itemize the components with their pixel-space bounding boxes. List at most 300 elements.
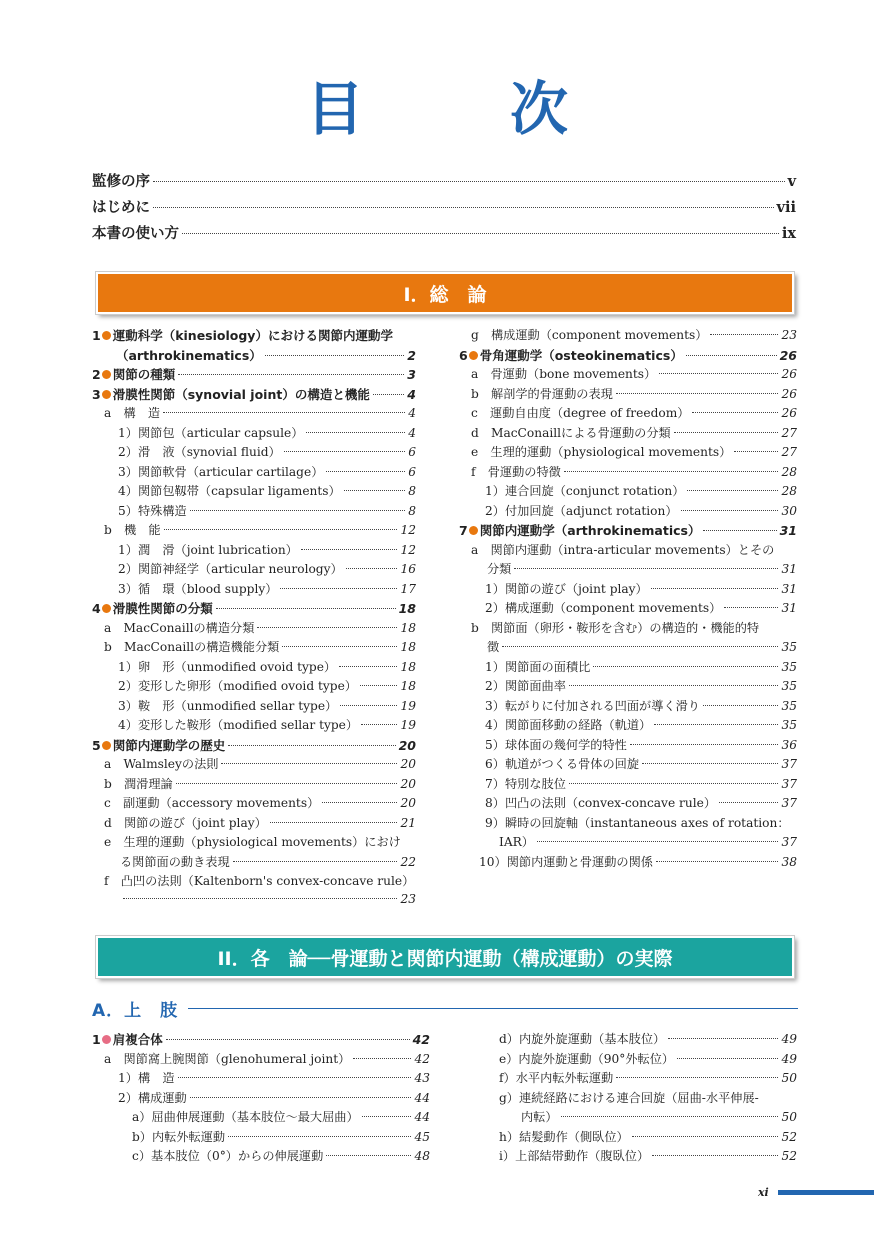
toc-section-entry[interactable] xyxy=(92,385,416,405)
toc-entry-title: a 関節窩上腕関節（glenohumeral joint） xyxy=(104,1051,351,1066)
toc-entry[interactable] xyxy=(459,443,797,463)
toc-entry-title: 5）特殊構造 xyxy=(118,503,187,518)
toc-entry-title: （arthrokinematics） xyxy=(116,347,262,363)
toc-entry-title: 分類 xyxy=(487,562,512,576)
toc-entry[interactable] xyxy=(459,463,797,483)
toc-entry[interactable] xyxy=(92,1089,430,1109)
toc-entry-page: 3 xyxy=(407,367,416,382)
toc-entry-page: 19 xyxy=(400,698,416,713)
leader-dots xyxy=(178,1077,412,1078)
toc-entry-page: 52 xyxy=(781,1129,797,1144)
toc-entry[interactable] xyxy=(459,833,797,853)
toc-section-entry[interactable] xyxy=(92,326,416,346)
toc-entry-page: 35 xyxy=(781,698,797,713)
toc-entry[interactable] xyxy=(92,677,416,697)
toc-entry-page: 18 xyxy=(400,659,416,674)
toc-entry-title: 2）滑 液（synovial fluid） xyxy=(118,445,281,459)
leader-dots xyxy=(692,412,778,413)
section-number: 3 xyxy=(92,386,101,402)
toc-entry-page: 4 xyxy=(408,406,416,420)
leader-dots xyxy=(176,783,398,784)
toc-column-right-2 xyxy=(459,1030,797,1167)
toc-entry-title: る関節面の動き表現 xyxy=(120,854,230,869)
toc-entry-title: 徴 xyxy=(487,640,500,654)
toc-entry-page: 35 xyxy=(781,640,797,654)
toc-entry-page: 44 xyxy=(414,1090,430,1105)
toc-entry-title: b MacConaillの構造機能分類 xyxy=(104,640,280,654)
leader-dots xyxy=(514,568,778,569)
toc-entry[interactable] xyxy=(92,560,416,580)
toc-entry[interactable] xyxy=(92,1069,430,1089)
toc-entry-page: 23 xyxy=(781,328,797,342)
toc-entry-page: 28 xyxy=(781,484,797,498)
toc-entry[interactable] xyxy=(92,638,416,658)
toc-entry[interactable] xyxy=(459,541,797,561)
toc-entry-page: 35 xyxy=(781,718,797,732)
leader-dots xyxy=(228,745,395,746)
leader-dots xyxy=(632,1136,779,1137)
toc-section-entry[interactable] xyxy=(92,365,416,385)
toc-entry[interactable] xyxy=(92,463,416,483)
toc-column-left-2 xyxy=(92,1030,430,1167)
toc-entry-title: d 関節の遊び（joint play） xyxy=(104,815,267,830)
leader-dots xyxy=(361,724,397,725)
toc-entry-page: 18 xyxy=(400,640,416,654)
toc-section-entry[interactable] xyxy=(92,1030,430,1050)
leader-dots xyxy=(569,783,779,784)
leader-dots xyxy=(687,490,778,491)
toc-entry-title: 運動科学（kinesiology）における関節内運動学 xyxy=(112,328,393,343)
toc-entry[interactable] xyxy=(92,619,416,639)
toc-section-entry[interactable] xyxy=(459,346,797,366)
toc-entry-title: e 生理的運動（physiological movements）におけ xyxy=(104,835,401,849)
leader-dots xyxy=(537,841,779,842)
toc-entry[interactable] xyxy=(459,482,797,502)
toc-entry-page: 49 xyxy=(781,1051,797,1066)
leader-dots xyxy=(710,334,778,335)
toc-entry-title: b 機 能 xyxy=(104,523,161,537)
toc-entry[interactable] xyxy=(459,1108,797,1128)
toc-entry-title: a）屈曲伸展運動（基本肢位～最大屈曲） xyxy=(132,1110,359,1124)
toc-entry-page: 43 xyxy=(414,1071,430,1085)
leader-dots xyxy=(561,1116,779,1117)
toc-entry[interactable] xyxy=(459,716,797,736)
toc-entry-title: 1）卵 形（unmodified ovoid type） xyxy=(118,659,337,674)
toc-entry-title: 1）潤 滑（joint lubrication） xyxy=(118,542,298,557)
toc-entry-page: 44 xyxy=(414,1110,430,1124)
leader-dots xyxy=(346,568,398,569)
toc-entry[interactable] xyxy=(459,677,797,697)
leader-dots xyxy=(642,763,778,764)
toc-section-entry[interactable] xyxy=(92,599,416,619)
toc-entry-title: b 潤滑理論 xyxy=(104,776,173,791)
leader-dots xyxy=(301,549,398,550)
leader-dots xyxy=(233,861,398,862)
leader-dots xyxy=(163,412,405,413)
toc-entry-title: e）内旋外旋運動（90°外転位） xyxy=(499,1051,675,1066)
bullet-icon xyxy=(102,1035,111,1044)
leader-dots xyxy=(257,627,397,628)
toc-entry[interactable] xyxy=(459,658,797,678)
toc-entry-page: 18 xyxy=(400,620,416,635)
leader-dots xyxy=(593,666,778,667)
toc-entry-title: f 骨運動の特徴 xyxy=(471,464,561,479)
leader-dots xyxy=(339,666,397,667)
toc-entry-title: f 凸凹の法則（Kaltenborn's convex-concave rule） xyxy=(104,874,415,888)
toc-entry[interactable] xyxy=(92,443,416,463)
toc-entry-page: 26 xyxy=(779,347,797,363)
toc-entry-page: 16 xyxy=(400,562,416,576)
toc-entry[interactable] xyxy=(459,365,797,385)
leader-dots xyxy=(164,529,398,530)
section-number: 1 xyxy=(92,1032,101,1047)
toc-entry-page: 8 xyxy=(408,484,416,498)
toc-entry[interactable] xyxy=(459,775,797,795)
toc-entry-page: 20 xyxy=(398,737,416,753)
leader-dots xyxy=(656,861,779,862)
toc-entry-title: b）内転外転運動 xyxy=(132,1129,226,1144)
leader-dots xyxy=(703,530,776,531)
toc-entry-page: 20 xyxy=(400,757,416,771)
leader-dots xyxy=(734,451,778,452)
leader-dots xyxy=(153,207,774,208)
leader-dots xyxy=(564,471,779,472)
toc-entry-page: 17 xyxy=(400,581,416,596)
toc-section-entry[interactable] xyxy=(459,521,797,541)
leader-dots xyxy=(719,802,778,803)
leader-dots xyxy=(674,432,779,433)
leader-dots xyxy=(373,394,404,395)
toc-entry[interactable] xyxy=(459,1089,797,1109)
section-number: 6 xyxy=(459,347,468,363)
toc-entry-page: 35 xyxy=(781,679,797,693)
toc-entry-page: 8 xyxy=(408,503,416,518)
toc-entry-page: 18 xyxy=(400,679,416,693)
toc-entry-page: 27 xyxy=(781,445,797,459)
toc-entry-title: 2）付加回旋（adjunct rotation） xyxy=(485,503,678,518)
toc-entry-page: 4 xyxy=(408,425,416,440)
toc-entry-title: 滑膜性関節（synovial joint）の構造と機能 xyxy=(112,386,370,402)
toc-entry[interactable] xyxy=(459,326,797,346)
leader-dots xyxy=(654,724,778,725)
toc-entry-page: 50 xyxy=(781,1110,797,1124)
toc-entry-title: a MacConaillの構造分類 xyxy=(104,620,255,635)
leader-dots xyxy=(326,471,405,472)
toc-entry[interactable] xyxy=(92,580,416,600)
leader-dots xyxy=(703,705,779,706)
toc-entry[interactable] xyxy=(459,794,797,814)
leader-dots xyxy=(322,802,397,803)
toc-entry-title: h）結髪動作（側臥位） xyxy=(499,1129,629,1144)
toc-entry[interactable] xyxy=(92,658,416,678)
toc-entry-title: c 運動自由度（degree of freedom） xyxy=(471,406,690,420)
leader-dots xyxy=(353,1058,411,1059)
leader-dots xyxy=(178,374,404,375)
part-2-banner: II．各 論──骨運動と関節内運動（構成運動）の実際 xyxy=(96,936,794,978)
toc-entry[interactable] xyxy=(92,1050,430,1070)
toc-column-right xyxy=(459,326,797,872)
toc-entry-title: 滑膜性関節の分類 xyxy=(112,601,213,616)
toc-entry-title: 関節内運動学の歴史 xyxy=(112,737,226,753)
toc-entry-title: 2）変形した卵形（modified ovoid type） xyxy=(118,679,357,693)
leader-dots xyxy=(344,490,405,491)
toc-entry-title: 内転） xyxy=(521,1110,558,1124)
leader-dots xyxy=(153,181,785,182)
toc-entry-title: d MacConaillによる骨運動の分類 xyxy=(471,425,671,440)
toc-entry-title: 3）関節軟骨（articular cartilage） xyxy=(118,464,324,479)
toc-entry-page: 31 xyxy=(779,523,797,538)
leader-dots xyxy=(362,1116,412,1117)
toc-entry-page: 37 xyxy=(781,776,797,791)
toc-entry[interactable] xyxy=(92,222,796,248)
toc-entry-title: c 副運動（accessory movements） xyxy=(104,796,320,810)
part-1-banner: I．総 論 xyxy=(96,272,794,314)
toc-entry-title: a 骨運動（bone movements） xyxy=(471,367,657,381)
leader-dots xyxy=(569,685,779,686)
toc-entry-page: 42 xyxy=(412,1032,430,1047)
toc-entry-page: 27 xyxy=(781,425,797,440)
page-number: xi xyxy=(758,1186,769,1199)
leader-dots xyxy=(228,1136,411,1137)
toc-entry[interactable] xyxy=(92,775,416,795)
toc-entry-title: 2）構成運動（component movements） xyxy=(485,601,722,615)
leader-dots xyxy=(630,744,779,745)
toc-entry-title: 4）変形した鞍形（modified sellar type） xyxy=(118,718,359,732)
toc-entry[interactable] xyxy=(92,170,796,196)
toc-entry-page: 31 xyxy=(781,601,797,615)
toc-entry-page: 12 xyxy=(400,542,416,557)
toc-entry[interactable] xyxy=(459,619,797,639)
toc-entry-page: 31 xyxy=(781,581,797,596)
toc-entry[interactable] xyxy=(92,872,416,892)
toc-entry-title: 2）関節面曲率 xyxy=(485,679,566,693)
bullet-icon xyxy=(102,604,111,613)
toc-entry[interactable] xyxy=(92,502,416,522)
toc-entry-page: 6 xyxy=(408,464,416,479)
toc-entry-title: 1）関節包（articular capsule） xyxy=(118,425,304,440)
toc-entry-title: 4）関節面移動の経路（軌道） xyxy=(485,718,652,732)
toc-entry[interactable] xyxy=(459,1030,797,1050)
toc-entry-title: b 解剖学的骨運動の表現 xyxy=(471,386,613,401)
toc-entry[interactable] xyxy=(92,697,416,717)
toc-entry[interactable] xyxy=(459,385,797,405)
leader-dots xyxy=(681,510,779,511)
toc-entry-page: v xyxy=(787,173,796,190)
leader-dots xyxy=(221,763,397,764)
page-number-bar xyxy=(778,1190,874,1195)
toc-entry-title: 関節内運動学（arthrokinematics） xyxy=(479,523,701,538)
toc-entry[interactable] xyxy=(92,755,416,775)
toc-entry[interactable] xyxy=(92,482,416,502)
toc-entry-title: 監修の序 xyxy=(92,173,150,190)
toc-entry-title: 関節の種類 xyxy=(112,367,176,382)
toc-entry-page: 4 xyxy=(407,386,416,402)
toc-entry[interactable] xyxy=(459,1147,797,1167)
toc-entry[interactable] xyxy=(459,697,797,717)
toc-entry[interactable] xyxy=(459,560,797,580)
bullet-icon xyxy=(102,370,111,379)
toc-entry-title: 3）循 環（blood supply） xyxy=(118,581,278,596)
toc-entry[interactable] xyxy=(92,541,416,561)
leader-dots xyxy=(659,373,778,374)
toc-entry-title: 7）特別な肢位 xyxy=(485,776,566,791)
toc-entry[interactable] xyxy=(92,892,416,912)
subsection-rule xyxy=(188,1008,798,1010)
toc-entry[interactable] xyxy=(459,853,797,873)
leader-dots xyxy=(280,588,397,589)
toc-entry-page: 30 xyxy=(781,503,797,518)
toc-entry-title: e 生理的運動（physiological movements） xyxy=(471,445,732,459)
toc-entry-title: はじめに xyxy=(92,199,150,216)
toc-entry[interactable] xyxy=(92,853,416,873)
toc-entry-title: 1）連合回旋（conjunct rotation） xyxy=(485,484,685,498)
toc-entry[interactable] xyxy=(459,599,797,619)
toc-entry-title: d）内旋外旋運動（基本肢位） xyxy=(499,1032,666,1046)
leader-dots xyxy=(123,898,397,899)
leader-dots xyxy=(306,432,405,433)
toc-entry-page: 22 xyxy=(400,854,416,869)
toc-entry-title: b 関節面（卵形・鞍形を含む）の構造的・機能的特 xyxy=(471,620,760,635)
toc-entry[interactable] xyxy=(459,404,797,424)
subsection-label: A．上 肢 xyxy=(92,1001,179,1021)
bullet-icon xyxy=(102,390,111,399)
toc-entry-page: 37 xyxy=(781,796,797,810)
section-number: 1 xyxy=(92,328,101,343)
toc-entry-title: 2）関節神経学（articular neurology） xyxy=(118,562,343,576)
toc-entry[interactable] xyxy=(92,814,416,834)
toc-entry-page: 45 xyxy=(414,1129,430,1144)
leader-dots xyxy=(724,607,778,608)
subsection-heading xyxy=(92,996,798,1021)
toc-entry[interactable] xyxy=(459,424,797,444)
toc-entry[interactable] xyxy=(92,424,416,444)
toc-entry[interactable] xyxy=(459,1128,797,1148)
toc-entry-title: IAR） xyxy=(499,835,534,849)
front-matter-list xyxy=(92,170,796,248)
toc-entry-title: c）基本肢位（0°）からの伸展運動 xyxy=(132,1149,324,1163)
toc-entry-title: a 関節内運動（intra-articular movements）とその xyxy=(471,542,775,557)
toc-entry[interactable] xyxy=(92,716,416,736)
toc-entry-title: g 構成運動（component movements） xyxy=(471,328,708,342)
toc-entry[interactable] xyxy=(459,638,797,658)
toc-entry-page: 36 xyxy=(781,737,797,752)
leader-dots xyxy=(190,1097,412,1098)
bullet-icon xyxy=(469,351,478,360)
toc-section-entry[interactable] xyxy=(92,736,416,756)
toc-entry-title: 2）構成運動 xyxy=(118,1090,187,1105)
toc-entry[interactable] xyxy=(92,196,796,222)
toc-entry-title: 3）転がりに付加される凹面が導く滑り xyxy=(485,698,700,713)
toc-entry-page: 26 xyxy=(781,406,797,420)
leader-dots xyxy=(360,685,398,686)
toc-entry-page: 37 xyxy=(781,835,797,849)
toc-entry[interactable] xyxy=(459,580,797,600)
section-number: 2 xyxy=(92,367,101,382)
leader-dots xyxy=(282,646,397,647)
toc-entry-title: 9）瞬時の回旋軸（instantaneous axes of rotation： xyxy=(485,815,790,830)
toc-entry[interactable] xyxy=(459,1069,797,1089)
leader-dots xyxy=(190,510,406,511)
leader-dots xyxy=(284,451,406,452)
leader-dots xyxy=(616,1077,778,1078)
toc-entry-title: a 構 造 xyxy=(104,406,161,420)
section-number: 7 xyxy=(459,523,468,538)
toc-entry[interactable] xyxy=(459,814,797,834)
toc-entry[interactable] xyxy=(459,502,797,522)
toc-entry-title: 1）関節面の面積比 xyxy=(485,659,591,674)
toc-entry-title: 3）鞍 形（unmodified sellar type） xyxy=(118,698,338,713)
toc-entry-title: 4）関節包靱帯（capsular ligaments） xyxy=(118,484,341,498)
leader-dots xyxy=(182,233,779,234)
section-number: 5 xyxy=(92,737,101,753)
toc-entry-page: 23 xyxy=(400,891,416,906)
toc-entry-title: i）上部結帯動作（腹臥位） xyxy=(499,1149,650,1163)
toc-entry[interactable] xyxy=(459,1050,797,1070)
leader-dots xyxy=(651,588,779,589)
toc-entry-page: 42 xyxy=(414,1051,430,1066)
leader-dots xyxy=(265,355,405,356)
toc-entry-page: 6 xyxy=(408,445,416,459)
toc-entry[interactable] xyxy=(92,1128,430,1148)
bullet-icon xyxy=(469,526,478,535)
toc-entry-page: 28 xyxy=(781,464,797,479)
toc-section-entry[interactable] xyxy=(92,346,416,366)
toc-entry-page: 50 xyxy=(781,1071,797,1085)
leader-dots xyxy=(616,393,779,394)
leader-dots xyxy=(340,705,397,706)
leader-dots xyxy=(686,355,777,356)
toc-entry[interactable] xyxy=(92,1108,430,1128)
toc-entry-page: 52 xyxy=(781,1149,797,1163)
leader-dots xyxy=(668,1038,778,1039)
bullet-icon xyxy=(102,331,111,340)
section-number: 4 xyxy=(92,601,101,616)
toc-entry[interactable] xyxy=(459,755,797,775)
leader-dots xyxy=(216,608,396,609)
toc-entry-title: 6）軌道がつくる骨体の回旋 xyxy=(485,757,640,771)
toc-entry-page: 20 xyxy=(400,776,416,791)
toc-entry[interactable] xyxy=(92,521,416,541)
toc-entry-page: 18 xyxy=(398,601,416,616)
leader-dots xyxy=(166,1039,410,1040)
toc-entry[interactable] xyxy=(459,736,797,756)
toc-entry-page: 12 xyxy=(400,523,416,537)
leader-dots xyxy=(677,1058,778,1059)
toc-entry-title: 1）関節の遊び（joint play） xyxy=(485,581,648,596)
leader-dots xyxy=(270,822,398,823)
toc-entry[interactable] xyxy=(92,794,416,814)
toc-entry-page: 48 xyxy=(414,1149,430,1163)
leader-dots xyxy=(652,1155,778,1156)
toc-entry-title: 5）球体面の幾何学的特性 xyxy=(485,737,627,752)
toc-entry-page: ix xyxy=(781,225,796,242)
toc-entry-page: 19 xyxy=(400,718,416,732)
toc-entry-page: 49 xyxy=(781,1032,797,1046)
toc-entry[interactable] xyxy=(92,1147,430,1167)
toc-entry[interactable] xyxy=(92,404,416,424)
leader-dots xyxy=(326,1155,411,1156)
toc-entry[interactable] xyxy=(92,833,416,853)
toc-entry-title: 本書の使い方 xyxy=(92,225,179,242)
bullet-icon xyxy=(102,741,111,750)
leader-dots xyxy=(502,646,778,647)
toc-entry-page: 37 xyxy=(781,757,797,771)
toc-entry-title: 1）構 造 xyxy=(118,1071,175,1085)
toc-entry-page: vii xyxy=(776,199,796,216)
toc-entry-page: 2 xyxy=(407,347,416,363)
toc-entry-title: 10）関節内運動と骨運動の関係 xyxy=(479,854,653,869)
toc-entry-page: 26 xyxy=(781,386,797,401)
